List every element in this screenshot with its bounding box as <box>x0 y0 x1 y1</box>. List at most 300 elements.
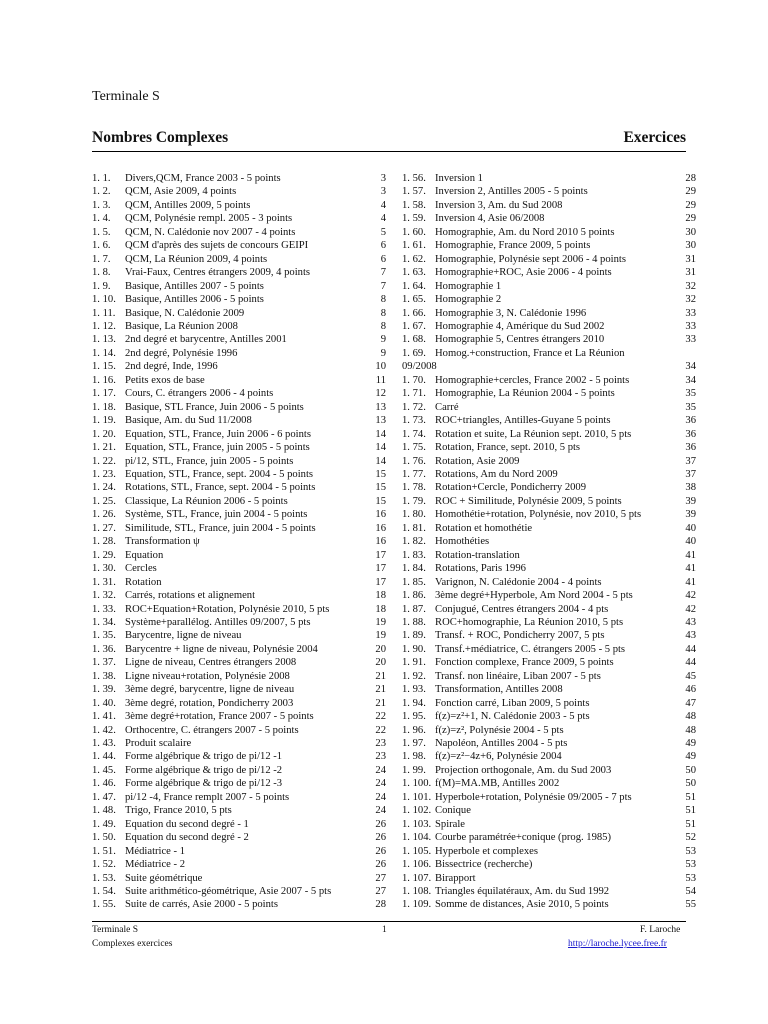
toc-entry-page: 51 <box>685 805 696 817</box>
toc-entry-page: 26 <box>375 859 386 871</box>
toc-entry[interactable] <box>402 683 696 696</box>
toc-entry-page: 30 <box>685 226 696 238</box>
toc-entry-number: 1. 11. <box>92 307 116 319</box>
toc-entry[interactable] <box>92 320 386 333</box>
toc-entry[interactable] <box>402 226 696 239</box>
toc-entry[interactable] <box>92 441 386 454</box>
toc-entry-number: 1. 40. <box>92 697 116 709</box>
toc-entry[interactable] <box>402 845 696 858</box>
toc-entry-title: Orthocentre, C. étrangers 2007 - 5 points <box>125 724 299 736</box>
toc-entry-number: 1. 94. <box>402 697 426 709</box>
toc-entry[interactable] <box>92 293 386 306</box>
toc-entry[interactable] <box>402 307 696 320</box>
toc-entry-number: 1. 108. <box>402 886 432 898</box>
toc-entry[interactable] <box>92 239 386 252</box>
toc-entry[interactable] <box>92 535 386 548</box>
toc-entry[interactable] <box>402 508 696 521</box>
toc-entry-title: Homographie+cercles, France 2002 - 5 points <box>435 374 630 386</box>
toc-entry-title: Rotations, STL, France, sept. 2004 - 5 points <box>125 482 316 494</box>
toc-entry[interactable] <box>402 764 696 777</box>
toc-entry-page <box>678 347 696 360</box>
toc-entry[interactable] <box>92 562 386 575</box>
toc-entry-page: 20 <box>375 657 386 669</box>
toc-entry[interactable] <box>402 643 696 656</box>
toc-entry-title: Ligne niveau+rotation, Polynésie 2008 <box>125 670 290 682</box>
toc-entry-page: 41 <box>685 563 696 575</box>
toc-entry[interactable] <box>92 818 386 831</box>
toc-entry-title: Equation du second degré - 1 <box>125 818 249 830</box>
toc-entry-number: 1. 69. <box>402 347 426 359</box>
toc-entry-number: 1. 26. <box>92 509 116 521</box>
toc-entry-title: Inversion 2, Antilles 2005 - 5 points <box>435 186 588 198</box>
toc-entry[interactable] <box>92 831 386 844</box>
toc-entry-title: Transformation ψ <box>125 536 200 548</box>
toc-entry[interactable] <box>92 481 386 494</box>
toc-entry-number: 1. 49. <box>92 818 116 830</box>
toc-entry-number: 1. 85. <box>402 576 426 588</box>
toc-entry-number: 1. 10. <box>92 294 116 306</box>
toc-entry[interactable] <box>92 508 386 521</box>
toc-entry-number: 1. 71. <box>402 388 426 400</box>
toc-entry-number: 1. 47. <box>92 791 116 803</box>
toc-entry-title: Basique, N. Calédonie 2009 <box>125 307 245 319</box>
toc-entry[interactable] <box>402 872 696 885</box>
toc-entry[interactable] <box>92 603 386 616</box>
toc-entry[interactable] <box>402 535 696 548</box>
toc-entry[interactable] <box>402 333 696 346</box>
toc-entry[interactable] <box>92 428 386 441</box>
toc-entry-title: Classique, La Réunion 2006 - 5 points <box>125 495 288 507</box>
toc-entry-page: 28 <box>685 173 696 184</box>
toc-entry-page: 24 <box>375 778 386 790</box>
footer-rule <box>92 921 686 922</box>
toc-entry-title: Suite géométrique <box>125 872 203 884</box>
toc-entry-number: 1. 105. <box>402 845 432 857</box>
toc-entry[interactable] <box>402 576 696 589</box>
toc-entry[interactable] <box>92 764 386 777</box>
toc-entry-title: Homographie 5, Centres étrangers 2010 <box>435 334 605 346</box>
toc-entry[interactable] <box>402 172 696 185</box>
toc-entry[interactable] <box>92 347 386 360</box>
toc-entry-number: 1. 38. <box>92 670 116 682</box>
toc-entry[interactable] <box>402 414 696 427</box>
toc-entry-title: Homographie 3, N. Calédonie 1996 <box>435 307 587 319</box>
toc-entry-number: 1. 64. <box>402 280 426 292</box>
toc-entry-page: 14 <box>375 428 386 440</box>
toc-entry-number: 1. 91. <box>402 657 426 669</box>
toc-entry[interactable] <box>402 468 696 481</box>
toc-entry[interactable] <box>402 724 696 737</box>
toc-entry-title: Barycentre + ligne de niveau, Polynésie 2004 <box>125 643 318 655</box>
toc-entry-page: 33 <box>685 320 696 332</box>
toc-entry[interactable] <box>92 589 386 602</box>
toc-entry[interactable] <box>402 185 696 198</box>
toc-entry[interactable] <box>92 616 386 629</box>
toc-entry-title: Barycentre, ligne de niveau <box>125 630 242 642</box>
toc-entry-page: 31 <box>685 253 696 265</box>
toc-entry-page: 51 <box>685 818 696 830</box>
toc-entry-title: Bissectrice (recherche) <box>435 859 533 871</box>
toc-entry-number: 1. 77. <box>402 468 426 480</box>
toc-entry-title: ROC+Equation+Rotation, Polynésie 2010, 5 pts <box>125 603 330 615</box>
toc-entry[interactable] <box>402 441 696 454</box>
toc-entry[interactable] <box>402 831 696 844</box>
toc-entry-page: 40 <box>685 522 696 534</box>
toc-entry-title: Suite arithmético-géométrique, Asie 2007 - 5 pts <box>125 886 332 898</box>
toc-entry-title: 3ème degré+Hyperbole, Am Nord 2004 - 5 pts <box>435 590 633 602</box>
toc-entry[interactable] <box>402 656 696 669</box>
toc-entry-page: 16 <box>375 536 386 548</box>
toc-right-column <box>402 172 696 912</box>
toc-entry[interactable] <box>92 845 386 858</box>
title-row <box>92 129 686 147</box>
toc-entry[interactable] <box>402 804 696 817</box>
toc-entry-number: 1. 61. <box>402 240 426 252</box>
toc-entry-number: 1. 76. <box>402 455 426 467</box>
toc-entry-page: 34 <box>685 361 696 373</box>
toc-entry-number: 1. 81. <box>402 522 426 534</box>
toc-entry[interactable] <box>92 172 386 185</box>
toc-entry[interactable] <box>402 455 696 468</box>
toc-entry-number: 1. 43. <box>92 738 116 750</box>
toc-entry-title: Transf. + ROC, Pondicherry 2007, 5 pts <box>435 630 605 642</box>
toc-entry[interactable] <box>92 387 386 400</box>
toc-entry-number: 1. 13. <box>92 334 116 346</box>
toc-entry[interactable] <box>92 549 386 562</box>
toc-entry-page: 24 <box>375 791 386 803</box>
toc-entry[interactable] <box>92 522 386 535</box>
toc-entry-title: Birapport <box>435 872 476 884</box>
toc-entry-number: 1. 21. <box>92 442 116 454</box>
toc-entry-title: Forme algébrique & trigo de pi/12 -3 <box>125 778 283 790</box>
toc-entry-title: Homothétie+rotation, Polynésie, nov 2010, 5 pts <box>435 509 642 521</box>
toc-entry-page: 37 <box>685 468 696 480</box>
toc-entry-page: 38 <box>685 482 696 494</box>
toc-entry[interactable] <box>92 280 386 293</box>
toc-entry[interactable] <box>402 253 696 266</box>
toc-entry[interactable] <box>402 266 696 279</box>
toc-entry-page: 32 <box>685 294 696 306</box>
toc-entry[interactable] <box>92 253 386 266</box>
toc-entry[interactable] <box>402 858 696 871</box>
toc-entry-number: 1. 53. <box>92 872 116 884</box>
toc-entry-title: Equation, STL, France, juin 2005 - 5 points <box>125 442 310 454</box>
toc-entry-number: 1. 33. <box>92 603 116 615</box>
toc-entry-page: 18 <box>375 603 386 615</box>
toc-entry-title: Forme algébrique & trigo de pi/12 -1 <box>125 751 283 763</box>
toc-entry[interactable] <box>402 320 696 333</box>
toc-entry-title: Basique, Antilles 2007 - 5 points <box>125 280 264 292</box>
toc-entry-title: Equation, STL, France, Juin 2006 - 6 points <box>125 428 311 440</box>
toc-entry[interactable] <box>92 414 386 427</box>
toc-entry-title: 2nd degré, Polynésie 1996 <box>125 347 238 359</box>
toc-entry[interactable] <box>92 898 386 911</box>
toc-entry[interactable] <box>402 495 696 508</box>
toc-entry-number: 1. 24. <box>92 482 116 494</box>
toc-entry[interactable] <box>402 670 696 683</box>
toc-entry[interactable] <box>92 858 386 871</box>
toc-entry[interactable] <box>92 804 386 817</box>
toc-entry[interactable] <box>402 629 696 642</box>
toc-entry-title: Homographie, La Réunion 2004 - 5 points <box>435 388 615 400</box>
toc-entry[interactable] <box>92 468 386 481</box>
toc-entry-title: QCM, N. Calédonie nov 2007 - 4 points <box>125 226 296 238</box>
toc-entry-title: Rotation, Asie 2009 <box>435 455 520 467</box>
toc-entry-page: 29 <box>685 199 696 211</box>
toc-entry-number: 1. 98. <box>402 751 426 763</box>
toc-entry[interactable] <box>402 401 696 414</box>
toc-entry[interactable] <box>402 387 696 400</box>
toc-entry[interactable] <box>402 710 696 723</box>
toc-entry-number: 1. 31. <box>92 576 116 588</box>
toc-entry[interactable] <box>92 307 386 320</box>
toc-entry-title: 2nd degré, Inde, 1996 <box>125 361 218 373</box>
toc-entry-title: Hyperbole et complexes <box>435 845 538 857</box>
toc-entry-number: 1. 39. <box>92 684 116 696</box>
toc-entry[interactable] <box>92 333 386 346</box>
toc-entry-title: Trigo, France 2010, 5 pts <box>125 805 232 817</box>
toc-entry-page: 19 <box>375 630 386 642</box>
toc-entry[interactable] <box>402 898 696 911</box>
toc-entry[interactable] <box>92 185 386 198</box>
toc-entry-page: 3 <box>380 173 386 184</box>
toc-entry-page: 40 <box>685 536 696 548</box>
toc-entry-page: 17 <box>375 563 386 575</box>
toc-entry-number: 1. 82. <box>402 536 426 548</box>
toc-entry-number: 1. 101. <box>402 791 432 803</box>
toc-entry-page: 22 <box>375 724 386 736</box>
toc-entry[interactable] <box>402 549 696 562</box>
title-rule <box>92 151 686 152</box>
toc-entry-page: 39 <box>685 509 696 521</box>
toc-entry[interactable] <box>402 239 696 252</box>
toc-entry-number: 1. 62. <box>402 253 426 265</box>
toc-entry[interactable] <box>92 266 386 279</box>
toc-entry-title: Triangles équilatéraux, Am. du Sud 1992 <box>435 886 610 898</box>
toc-entry-number: 1. 60. <box>402 226 426 238</box>
footer-website-link[interactable]: http://laroche.lycee.free.fr <box>568 939 667 949</box>
toc-entry-title: Rotation et homothétie <box>435 522 533 534</box>
toc-entry-number: 1. 52. <box>92 859 116 871</box>
toc-entry-title: Conique <box>435 805 471 817</box>
toc-entry-title: Similitude, STL, France, juin 2004 - 5 points <box>125 522 316 534</box>
toc-entry[interactable] <box>402 481 696 494</box>
toc-entry[interactable] <box>402 603 696 616</box>
toc-entry-title: Basique, Am. du Sud 11/2008 <box>125 415 252 427</box>
toc-entry-number: 1. 99. <box>402 764 426 776</box>
toc-entry-page: 9 <box>380 334 386 346</box>
footer-page-number: 1 <box>382 925 387 935</box>
toc-entry[interactable] <box>402 885 696 898</box>
toc-entry[interactable] <box>402 199 696 212</box>
toc-entry-number: 1. 107. <box>402 872 432 884</box>
toc-entry[interactable] <box>402 347 696 360</box>
toc-entry-page: 33 <box>685 334 696 346</box>
toc-entry[interactable] <box>92 374 386 387</box>
toc-entry-title: Homographie 2 <box>435 294 502 306</box>
toc-entry-title: Basique, Antilles 2006 - 5 points <box>125 294 264 306</box>
toc-entry-page: 46 <box>685 684 696 696</box>
toc-entry[interactable] <box>402 818 696 831</box>
toc-entry[interactable] <box>402 589 696 602</box>
toc-entry-title: ROC+homographie, La Réunion 2010, 5 pts <box>435 616 624 628</box>
toc-entry[interactable] <box>92 791 386 804</box>
toc-entry[interactable] <box>402 750 696 763</box>
toc-entry-title: Inversion 1 <box>435 173 483 184</box>
toc-entry[interactable] <box>92 495 386 508</box>
toc-entry-title: Fonction complexe, France 2009, 5 points <box>435 657 614 669</box>
toc-entry-number: 1. 88. <box>402 616 426 628</box>
toc-entry-page: 16 <box>375 522 386 534</box>
toc-entry[interactable] <box>402 777 696 790</box>
toc-entry-number: 1. 19. <box>92 415 116 427</box>
toc-entry-title: Suite de carrés, Asie 2000 - 5 points <box>125 899 278 911</box>
toc-entry-number: 1. 89. <box>402 630 426 642</box>
toc-entry-title: Basique, STL France, Juin 2006 - 5 points <box>125 401 304 413</box>
toc-entry-page: 42 <box>685 603 696 615</box>
toc-entry-title: 3ème degré, barycentre, ligne de niveau <box>125 684 295 696</box>
toc-entry-page: 8 <box>380 294 386 306</box>
toc-entry-number: 1. 102. <box>402 805 432 817</box>
toc-entry-title: Equation <box>125 549 164 561</box>
toc-entry[interactable] <box>92 576 386 589</box>
toc-entry-title: pi/12 -4, France remplt 2007 - 5 points <box>125 791 290 803</box>
toc-entry-number: 1. 86. <box>402 590 426 602</box>
toc-entry-page: 15 <box>375 482 386 494</box>
toc-entry-page: 52 <box>685 832 696 844</box>
toc-entry-number: 1. 70. <box>402 374 426 386</box>
toc-entry-number: 1. 28. <box>92 536 116 548</box>
toc-entry-number: 1. 2. <box>92 186 111 198</box>
toc-entry-number: 1. 93. <box>402 684 426 696</box>
toc-entry[interactable] <box>402 697 696 710</box>
toc-entry-title: Carrés, rotations et alignement <box>125 590 256 602</box>
footer-doc-name: Complexes exercices <box>92 939 173 949</box>
toc-entry-number: 1. 5. <box>92 226 111 238</box>
toc-entry[interactable] <box>402 280 696 293</box>
toc-entry[interactable] <box>92 401 386 414</box>
toc-entry[interactable] <box>402 293 696 306</box>
toc-entry[interactable] <box>92 455 386 468</box>
toc-entry-page: 48 <box>685 711 696 723</box>
toc-entry-title: Médiatrice - 2 <box>125 859 186 871</box>
toc-entry-title: Napoléon, Antilles 2004 - 5 pts <box>435 738 568 750</box>
toc-entry[interactable] <box>402 522 696 535</box>
toc-entry-page: 6 <box>380 253 386 265</box>
toc-entry-number: 1. 4. <box>92 213 111 225</box>
toc-entry-page: 47 <box>685 697 696 709</box>
toc-entry[interactable] <box>402 212 696 225</box>
toc-entry[interactable] <box>92 710 386 723</box>
toc-entry-title: Basique, La Réunion 2008 <box>125 320 238 332</box>
toc-entry[interactable] <box>92 656 386 669</box>
toc-entry[interactable] <box>92 750 386 763</box>
toc-entry[interactable] <box>402 791 696 804</box>
toc-entry-number: 1. 74. <box>402 428 426 440</box>
toc-entry-number: 1. 37. <box>92 657 116 669</box>
toc-entry[interactable] <box>402 616 696 629</box>
toc-entry-number: 1. 18. <box>92 401 116 413</box>
toc-entry[interactable] <box>92 737 386 750</box>
toc-entry-page: 34 <box>685 374 696 386</box>
toc-entry[interactable] <box>92 683 386 696</box>
toc-left-column <box>92 172 386 912</box>
toc-entry-page: 29 <box>685 213 696 225</box>
toc-entry[interactable] <box>92 872 386 885</box>
toc-entry-page: 48 <box>685 724 696 736</box>
toc-entry-number: 1. 75. <box>402 442 426 454</box>
toc-entry[interactable] <box>92 643 386 656</box>
toc-entry[interactable] <box>92 226 386 239</box>
toc-entry-page: 21 <box>375 697 386 709</box>
toc-entry-page: 54 <box>685 886 696 898</box>
page-header-class: Terminale S <box>92 89 160 104</box>
toc-entry-title: Inversion 3, Am. du Sud 2008 <box>435 199 563 211</box>
toc-entry-title: f(M)=MA.MB, Antilles 2002 <box>435 778 560 790</box>
toc-entry-number: 1. 17. <box>92 388 116 400</box>
toc-entry-number: 1. 78. <box>402 482 426 494</box>
toc-entry-number: 1. 79. <box>402 495 426 507</box>
toc-entry[interactable] <box>92 629 386 642</box>
toc-entry[interactable] <box>92 777 386 790</box>
toc-entry-continuation <box>402 360 696 373</box>
toc-entry-page: 5 <box>380 226 386 238</box>
toc-entry-title: QCM, Asie 2009, 4 points <box>125 186 237 198</box>
toc-entry-page: 15 <box>375 468 386 480</box>
toc-entry-page: 45 <box>685 670 696 682</box>
toc-entry-page: 17 <box>375 576 386 588</box>
toc-entry[interactable] <box>92 360 386 373</box>
toc-entry[interactable] <box>402 737 696 750</box>
toc-entry-number: 1. 72. <box>402 401 426 413</box>
toc-entry-number: 1. 95. <box>402 711 426 723</box>
toc-entry-page: 24 <box>375 764 386 776</box>
toc-entry-number: 1. 67. <box>402 320 426 332</box>
toc-entry-number: 1. 20. <box>92 428 116 440</box>
toc-entry-number: 1. 103. <box>402 818 432 830</box>
toc-entry[interactable] <box>92 670 386 683</box>
footer-class: Terminale S <box>92 925 139 935</box>
toc-entry-title: Homographie, Polynésie sept 2006 - 4 points <box>435 253 626 265</box>
toc-entry-page: 26 <box>375 832 386 844</box>
toc-entry-number: 1. 65. <box>402 294 426 306</box>
toc-entry-number: 1. 14. <box>92 347 116 359</box>
toc-entry-number: 1. 63. <box>402 267 426 279</box>
toc-entry[interactable] <box>402 374 696 387</box>
toc-entry[interactable] <box>92 724 386 737</box>
toc-entry[interactable] <box>92 697 386 710</box>
toc-entry[interactable] <box>402 428 696 441</box>
toc-entry-title: Somme de distances, Asie 2010, 5 points <box>435 899 609 911</box>
toc-entry-number: 1. 58. <box>402 199 426 211</box>
toc-entry-title: QCM d'après des sujets de concours GEIPI <box>125 240 309 252</box>
toc-entry-title: Petits exos de base <box>125 374 205 386</box>
toc-entry[interactable] <box>92 212 386 225</box>
toc-entry[interactable] <box>92 199 386 212</box>
toc-entry-number: 1. 9. <box>92 280 111 292</box>
toc-entry-page: 22 <box>375 711 386 723</box>
toc-entry[interactable] <box>402 562 696 575</box>
toc-entry-number: 1. 90. <box>402 643 426 655</box>
toc-entry-number: 1. 50. <box>92 832 116 844</box>
toc-entry-number: 1. 57. <box>402 186 426 198</box>
toc-entry-number: 1. 36. <box>92 643 116 655</box>
toc-entry-number: 1. 48. <box>92 805 116 817</box>
toc-entry[interactable] <box>92 885 386 898</box>
toc-entry-title: Inversion 4, Asie 06/2008 <box>435 213 545 225</box>
toc-entry-page: 31 <box>685 267 696 279</box>
toc-entry-number: 1. 68. <box>402 334 426 346</box>
